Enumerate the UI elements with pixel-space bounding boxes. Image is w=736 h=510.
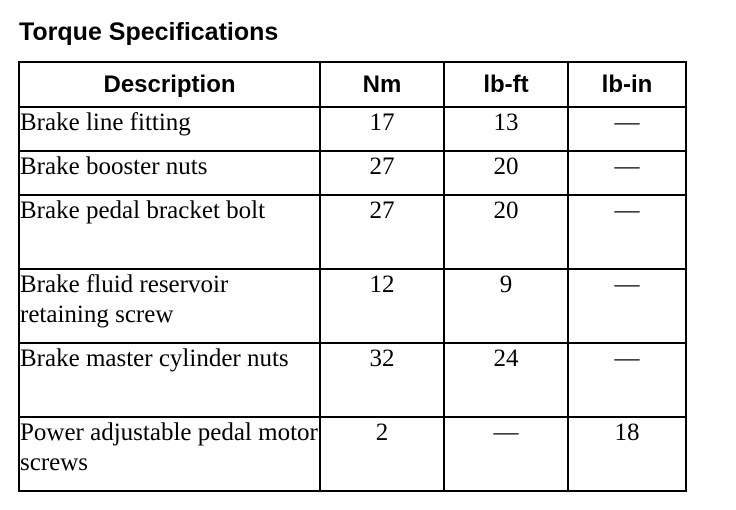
lb-in-cell: — (568, 195, 686, 269)
table-row (19, 107, 686, 151)
lb-in-cell: — (568, 151, 686, 195)
lb-ft-cell: 20 (444, 195, 568, 269)
nm-cell: 17 (320, 107, 444, 151)
nm-cell: 27 (320, 151, 444, 195)
table-row (19, 195, 686, 269)
table-row (19, 417, 686, 491)
table-row (19, 269, 686, 343)
table-header-row (19, 62, 686, 107)
lb-ft-cell: 9 (444, 269, 568, 343)
lb-in-cell: — (568, 343, 686, 417)
lb-ft-cell: 24 (444, 343, 568, 417)
lb-in-cell: 18 (568, 417, 686, 491)
lb-ft-cell: 20 (444, 151, 568, 195)
nm-cell: 2 (320, 417, 444, 491)
table-row (19, 151, 686, 195)
description-cell: Brake line fitting (19, 107, 320, 151)
torque-spec-table (18, 61, 687, 492)
column-header-description: Description (19, 62, 320, 107)
description-cell: Power adjustable pedal motor screws (19, 417, 320, 491)
table-row (19, 343, 686, 417)
nm-cell: 27 (320, 195, 444, 269)
description-cell: Brake master cylinder nuts (19, 343, 320, 417)
description-cell: Brake pedal bracket bolt (19, 195, 320, 269)
page-title: Torque Specifications (19, 18, 279, 46)
lb-in-cell: — (568, 269, 686, 343)
nm-cell: 12 (320, 269, 444, 343)
lb-ft-cell: 13 (444, 107, 568, 151)
lb-ft-cell: — (444, 417, 568, 491)
column-header-nm: Nm (320, 62, 444, 107)
lb-in-cell: — (568, 107, 686, 151)
nm-cell: 32 (320, 343, 444, 417)
description-cell: Brake fluid reservoir retaining screw (19, 269, 320, 343)
column-header-lb-in: lb-in (568, 62, 686, 107)
description-cell: Brake booster nuts (19, 151, 320, 195)
column-header-lb-ft: lb-ft (444, 62, 568, 107)
